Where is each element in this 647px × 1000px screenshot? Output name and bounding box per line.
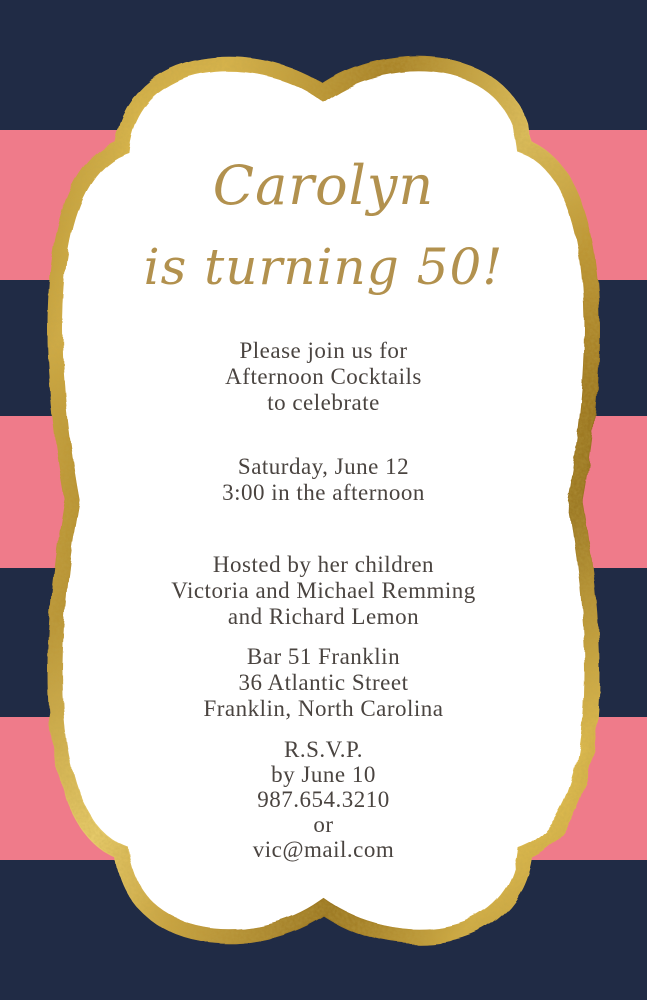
event-date: Saturday, June 12 bbox=[237, 454, 410, 479]
venue-city: Franklin, North Carolina bbox=[203, 696, 444, 721]
datetime-block bbox=[0, 454, 647, 506]
venue-street: 36 Atlantic Street bbox=[238, 670, 409, 695]
intro-line-3: to celebrate bbox=[267, 390, 380, 415]
hosts-line-2: Victoria and Michael Remming bbox=[171, 578, 476, 603]
event-time: 3:00 in the afternoon bbox=[222, 480, 425, 505]
rsvp-deadline: by June 10 bbox=[271, 762, 376, 787]
rsvp-email: vic@mail.com bbox=[252, 837, 395, 862]
intro-block bbox=[0, 338, 647, 416]
headline-age: is turning 50! bbox=[143, 238, 504, 296]
hosts-line-1: Hosted by her children bbox=[212, 552, 435, 577]
hosts-line-3: and Richard Lemon bbox=[227, 604, 420, 629]
intro-line-1: Please join us for bbox=[239, 338, 408, 363]
honoree-name: Carolyn bbox=[212, 154, 435, 217]
rsvp-label: R.S.V.P. bbox=[283, 737, 364, 762]
rsvp-block bbox=[0, 737, 647, 862]
venue-name: Bar 51 Franklin bbox=[246, 644, 401, 669]
rsvp-phone: 987.654.3210 bbox=[257, 787, 390, 812]
rsvp-or: or bbox=[313, 812, 334, 837]
intro-line-2: Afternoon Cocktails bbox=[225, 364, 422, 389]
venue-block bbox=[0, 644, 647, 722]
hosts-block bbox=[0, 552, 647, 630]
